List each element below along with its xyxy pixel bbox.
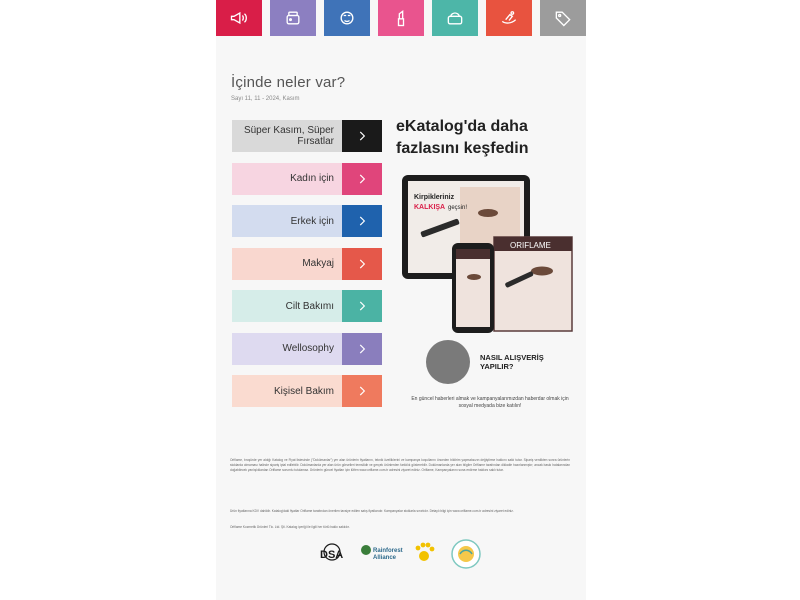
chevron-right-icon [355,214,369,228]
menu-item-kisisel-bakim[interactable] [232,375,382,407]
chevron-right-icon [355,384,369,398]
tab-man-face[interactable] [324,0,370,36]
menu-item-super-kasim[interactable] [232,120,382,152]
menu-item-makyaj[interactable] [232,248,382,280]
tab-bath-hand[interactable] [486,0,532,36]
menu-item-label: Süper Kasım, Süper Fırsatlar [232,120,342,152]
lipstick-icon [391,8,411,28]
tab-lipstick[interactable] [378,0,424,36]
tablet-caption-3: geçsin! [448,205,468,211]
how-to-shop[interactable] [426,340,560,384]
menu-arrow[interactable] [342,375,382,407]
menu-item-erkek[interactable] [232,205,382,237]
menu-item-cilt-bakimi[interactable] [232,290,382,322]
footer-logos [318,536,488,572]
rainforest-text-2: Alliance [373,555,397,561]
section-menu [232,120,382,418]
rainforest-text-1: Rainforest [373,548,403,554]
bath-hand-icon [499,8,519,28]
menu-arrow[interactable] [342,120,382,152]
rainforest-alliance-logo [361,545,403,561]
paw-icon [416,543,435,561]
category-tabs [216,0,586,36]
chevron-right-icon [355,342,369,356]
soap-icon [445,8,465,28]
menu-item-kadin[interactable] [232,163,382,195]
issue-date: Sayı 11, 11 - 2024, Kasım [231,96,300,102]
man-face-icon [337,8,357,28]
dsa-logo [320,544,343,561]
menu-arrow[interactable] [342,163,382,195]
menu-arrow[interactable] [342,248,382,280]
tab-megaphone[interactable] [216,0,262,36]
menu-item-label: Wellosophy [232,333,342,365]
phone-eye [467,274,481,280]
menu-arrow[interactable] [342,333,382,365]
menu-item-label: Kişisel Bakım [232,375,342,407]
menu-item-label: Kadın için [232,163,342,195]
cream-jar-icon [283,8,303,28]
legal-paragraph-2: Ürün fiyatlarına KDV dahildir. Katalog'daki fiyatlar Oriflame tarafından önerilen tavsiye edilen satış fiyatlarıdır. Kampanyalar stoklarla sınırlıdır. Detaylı bilgi için www.oriflame.com.tr adresini ziyaret ediniz. [230,509,514,513]
megaphone-icon [229,8,249,28]
tab-cream-jar[interactable] [270,0,316,36]
menu-item-label: Cilt Bakımı [232,290,342,322]
brochure-brand: ORIFLAME [510,241,551,250]
chevron-right-icon [355,299,369,313]
phone-screen [456,249,490,327]
tablet-caption-1: Kirpikleriniz [414,194,455,201]
qr-code-placeholder [426,340,470,384]
legal-paragraph-1: Oriflame, broşürde yer aldığı Katalog ve Fiyat listesinde ("Dokümanlar") yer alan ürünlerin fiyatlarını, teknik özelliklerini ve kampanya koşullarını önceden bildirim yapmaksızın değiştirme hakkını saklı tutar. Sipariş verdikten sonra ürünlerin stoklarda olmaması halinde sipariş iptal edilebilir. Dokümanlarda yer alan ürün görselleri temsilidir ve gerçek ürünlerden farklılık gösterebilir. Dokümanlarda yer alan bilgiler Oriflame tarafından dikkatle hazırlanmıştır; ancak baskı hatalarından doğabilecek yanlışlıklardan Oriflame sorumlu tutulamaz. Ürünlerin güncel fiyatları için lütfen www.oriflame.com.tr adresini ziyaret ediniz. Oriflame, Kampanyalarını sona erdirme hakkını saklı tutar. [230,458,570,473]
ekatalog-devices-illustration[interactable] [400,173,575,338]
chevron-right-icon [355,172,369,186]
tab-soap[interactable] [432,0,478,36]
tablet-caption-2: KALKIŞA [414,204,446,211]
how-to-shop-label: NASIL ALIŞVERİŞ YAPILIR? [480,353,544,371]
cruelty-free-seal-icon [452,540,480,568]
tag-icon [553,8,573,28]
tablet-eye [478,209,498,217]
page-title: İçinde neler var? [231,74,346,91]
brochure-eye [531,267,553,276]
chevron-right-icon [355,257,369,271]
menu-arrow[interactable] [342,290,382,322]
menu-item-wellosophy[interactable] [232,333,382,365]
social-media-note: En güncel haberleri almak ve kampanyalarımızdan haberdar olmak için sosyal medyada bize katılın! [411,396,569,409]
menu-item-label: Makyaj [232,248,342,280]
phone-header [456,249,490,259]
menu-arrow[interactable] [342,205,382,237]
menu-item-label: Erkek için [232,205,342,237]
chevron-right-icon [355,129,369,143]
tab-tag[interactable] [540,0,586,36]
legal-paragraph-3: Oriflame Kozmetik Ürünleri Tic. Ltd. Şti. Katalog içeriği ile ilgili her türlü hakkı saklıdır. [230,525,350,529]
ekatalog-heading: eKatalog'da daha fazlasını keşfedin [396,118,529,157]
dsa-text: DSA [320,549,344,561]
